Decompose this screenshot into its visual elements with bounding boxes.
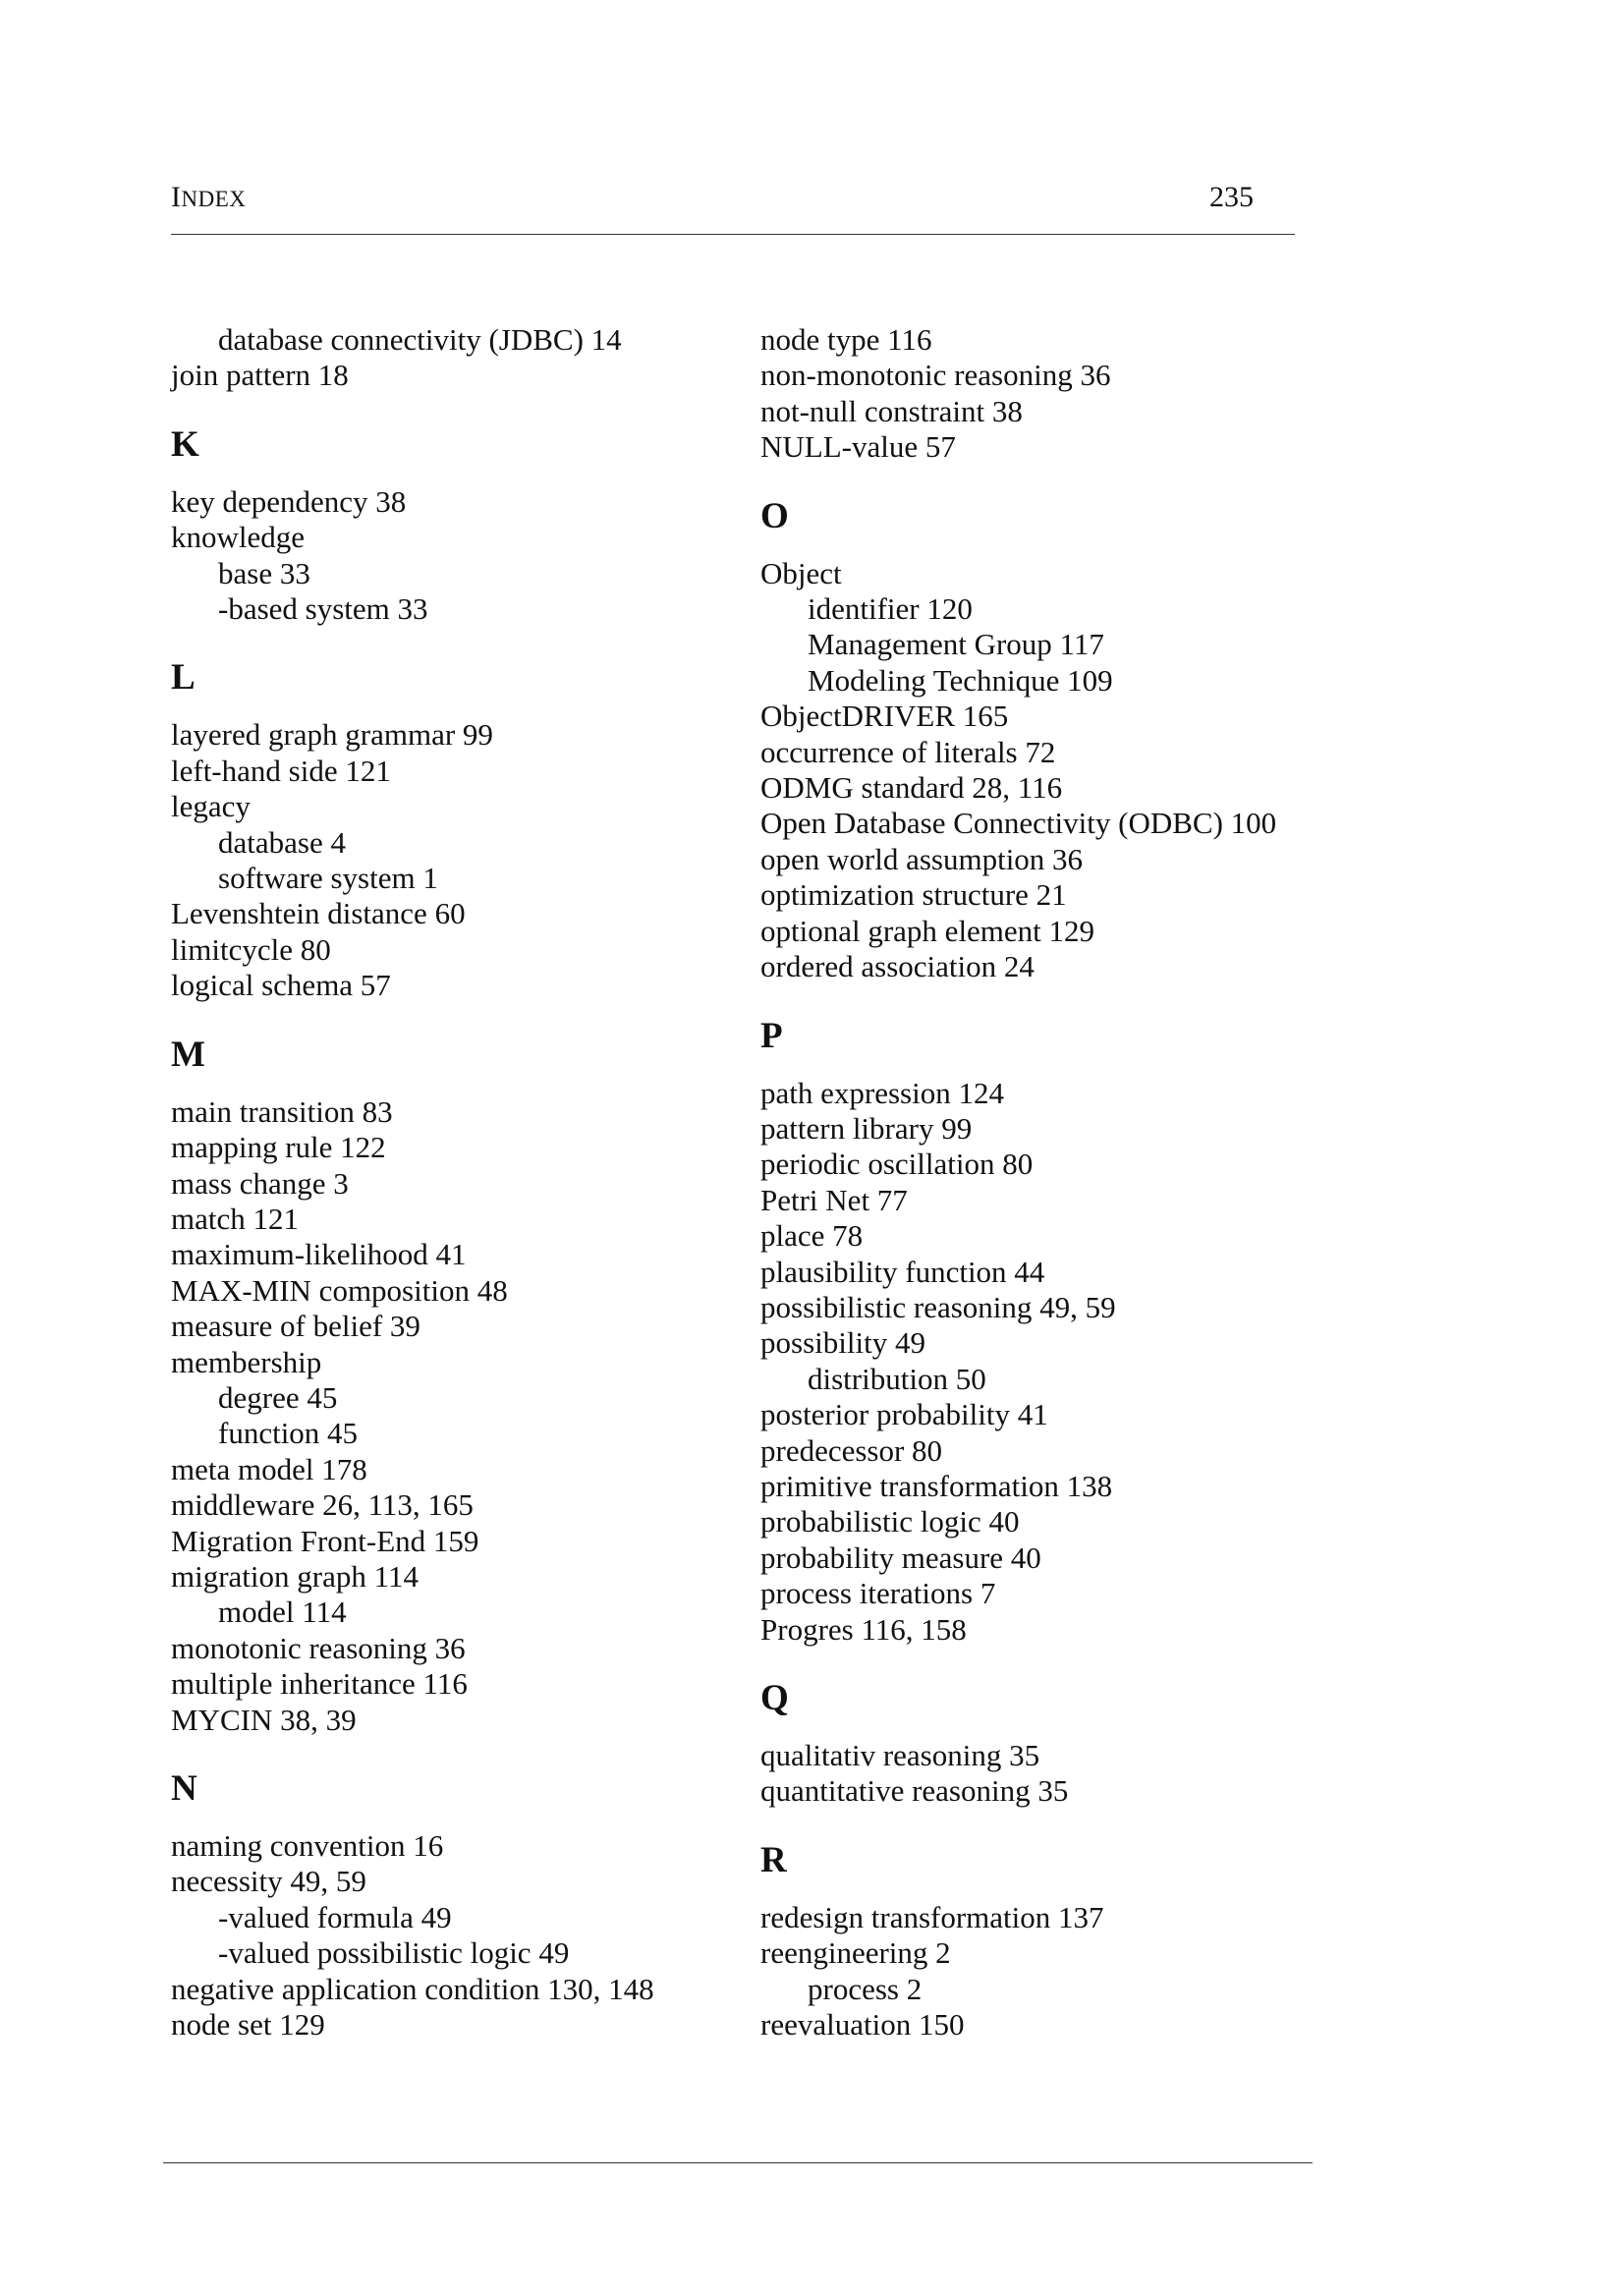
index-subentry: distribution 50 (808, 1361, 986, 1396)
index-entry: logical schema 57 (171, 968, 391, 1003)
index-entry: node set 129 (171, 2007, 325, 2043)
index-entry: not-null constraint 38 (760, 393, 1023, 428)
index-subentry: Modeling Technique 109 (808, 662, 1113, 698)
index-entry: Migration Front-End 159 (171, 1523, 479, 1558)
index-entry: redesign transformation 137 (760, 1899, 1104, 1934)
index-entry: reevaluation 150 (760, 2007, 965, 2043)
index-entry: necessity 49, 59 (171, 1864, 366, 1899)
index-entry: Petri Net 77 (760, 1182, 908, 1217)
index-entry: monotonic reasoning 36 (171, 1630, 466, 1665)
index-entry: plausibility function 44 (760, 1254, 1045, 1289)
index-entry: key dependency 38 (171, 483, 407, 519)
header-title-initial: I (171, 181, 182, 213)
index-subentry: software system 1 (218, 861, 438, 896)
index-entry: mass change 3 (171, 1165, 349, 1201)
section-letter-q: Q (760, 1678, 789, 1718)
index-entry: membership (171, 1344, 322, 1379)
index-entry: periodic oscillation 80 (760, 1147, 1034, 1182)
index-entry: migration graph 114 (171, 1558, 419, 1594)
index-subentry: -valued possibilistic logic 49 (218, 1935, 570, 1971)
index-entry: reengineering 2 (760, 1935, 951, 1971)
section-letter-n: N (171, 1768, 197, 1809)
index-subentry: database 4 (218, 824, 346, 860)
index-entry: database connectivity (JDBC) 14 (218, 322, 622, 357)
index-entry: legacy (171, 789, 251, 824)
page-number: 235 (1209, 181, 1254, 213)
index-entry: occurrence of literals 72 (760, 734, 1056, 769)
index-entry: possibilistic reasoning 49, 59 (760, 1289, 1116, 1324)
section-letter-r: R (760, 1839, 787, 1880)
index-entry: optimization structure 21 (760, 877, 1067, 913)
index-entry: knowledge (171, 520, 306, 555)
index-entry: process iterations 7 (760, 1576, 996, 1611)
section-letter-m: M (171, 1034, 205, 1075)
index-entry: MAX-MIN composition 48 (171, 1272, 508, 1308)
header-title-rest: NDEX (181, 187, 247, 211)
running-header (171, 181, 1295, 220)
index-subentry: base 33 (218, 555, 310, 590)
footer-rule (163, 2162, 1313, 2163)
index-entry: place 78 (760, 1218, 864, 1254)
index-entry: ObjectDRIVER 165 (760, 699, 1009, 734)
index-entry: probability measure 40 (760, 1539, 1041, 1575)
section-letter-p: P (760, 1015, 783, 1056)
index-entry: ODMG standard 28, 116 (760, 770, 1063, 806)
index-entry: measure of belief 39 (171, 1309, 420, 1344)
index-entry: layered graph grammar 99 (171, 717, 493, 753)
index-entry: ordered association 24 (760, 949, 1035, 984)
index-subentry: -valued formula 49 (218, 1899, 452, 1934)
index-subentry: identifier 120 (808, 591, 973, 627)
index-entry: node type 116 (760, 322, 932, 357)
index-entry: possibility 49 (760, 1325, 925, 1361)
index-subentry: process 2 (808, 1971, 923, 2006)
index-entry: left-hand side 121 (171, 753, 391, 788)
index-entry: primitive transformation 138 (760, 1468, 1113, 1503)
index-entry: negative application condition 130, 148 (171, 1971, 654, 2006)
index-entry: maximum-likelihood 41 (171, 1237, 467, 1272)
section-letter-o: O (760, 495, 789, 536)
index-entry: match 121 (171, 1201, 299, 1236)
index-entry: join pattern 18 (171, 358, 349, 393)
section-letter-k: K (171, 423, 199, 465)
index-entry: path expression 124 (760, 1075, 1004, 1110)
index-subentry: Management Group 117 (808, 627, 1104, 662)
index-entry: multiple inheritance 116 (171, 1666, 468, 1702)
index-entry: Object (760, 555, 842, 590)
index-entry: posterior probability 41 (760, 1397, 1048, 1432)
index-entry: qualitativ reasoning 35 (760, 1738, 1040, 1772)
index-entry: mapping rule 122 (171, 1130, 386, 1165)
index-entry: Levenshtein distance 60 (171, 896, 466, 931)
index-entry: probabilistic logic 40 (760, 1504, 1020, 1539)
index-entry: middleware 26, 113, 165 (171, 1487, 474, 1523)
header-title (171, 181, 246, 214)
index-entry: naming convention 16 (171, 1828, 444, 1863)
index-entry: NULL-value 57 (760, 429, 956, 465)
index-entry: limitcycle 80 (171, 931, 331, 967)
index-entry: meta model 178 (171, 1451, 367, 1486)
index-column-left (171, 322, 721, 2043)
index-column-right (760, 322, 1311, 2043)
index-subentry: -based system 33 (218, 591, 428, 627)
index-entry: non-monotonic reasoning 36 (760, 358, 1111, 393)
index-entry: Open Database Connectivity (ODBC) 100 (760, 806, 1277, 841)
index-subentry: function 45 (218, 1416, 359, 1451)
section-letter-l: L (171, 657, 196, 699)
header-rule (171, 234, 1295, 235)
index-entry: predecessor 80 (760, 1432, 943, 1468)
index-subentry: model 114 (218, 1595, 347, 1630)
index-entry: open world assumption 36 (760, 841, 1084, 876)
index-entry: Progres 116, 158 (760, 1611, 967, 1647)
index-entry: pattern library 99 (760, 1110, 973, 1146)
index-entry: MYCIN 38, 39 (171, 1702, 357, 1737)
index-entry: quantitative reasoning 35 (760, 1773, 1069, 1809)
index-entry: main transition 83 (171, 1093, 393, 1129)
index-entry: optional graph element 129 (760, 913, 1095, 948)
index-subentry: degree 45 (218, 1379, 338, 1415)
